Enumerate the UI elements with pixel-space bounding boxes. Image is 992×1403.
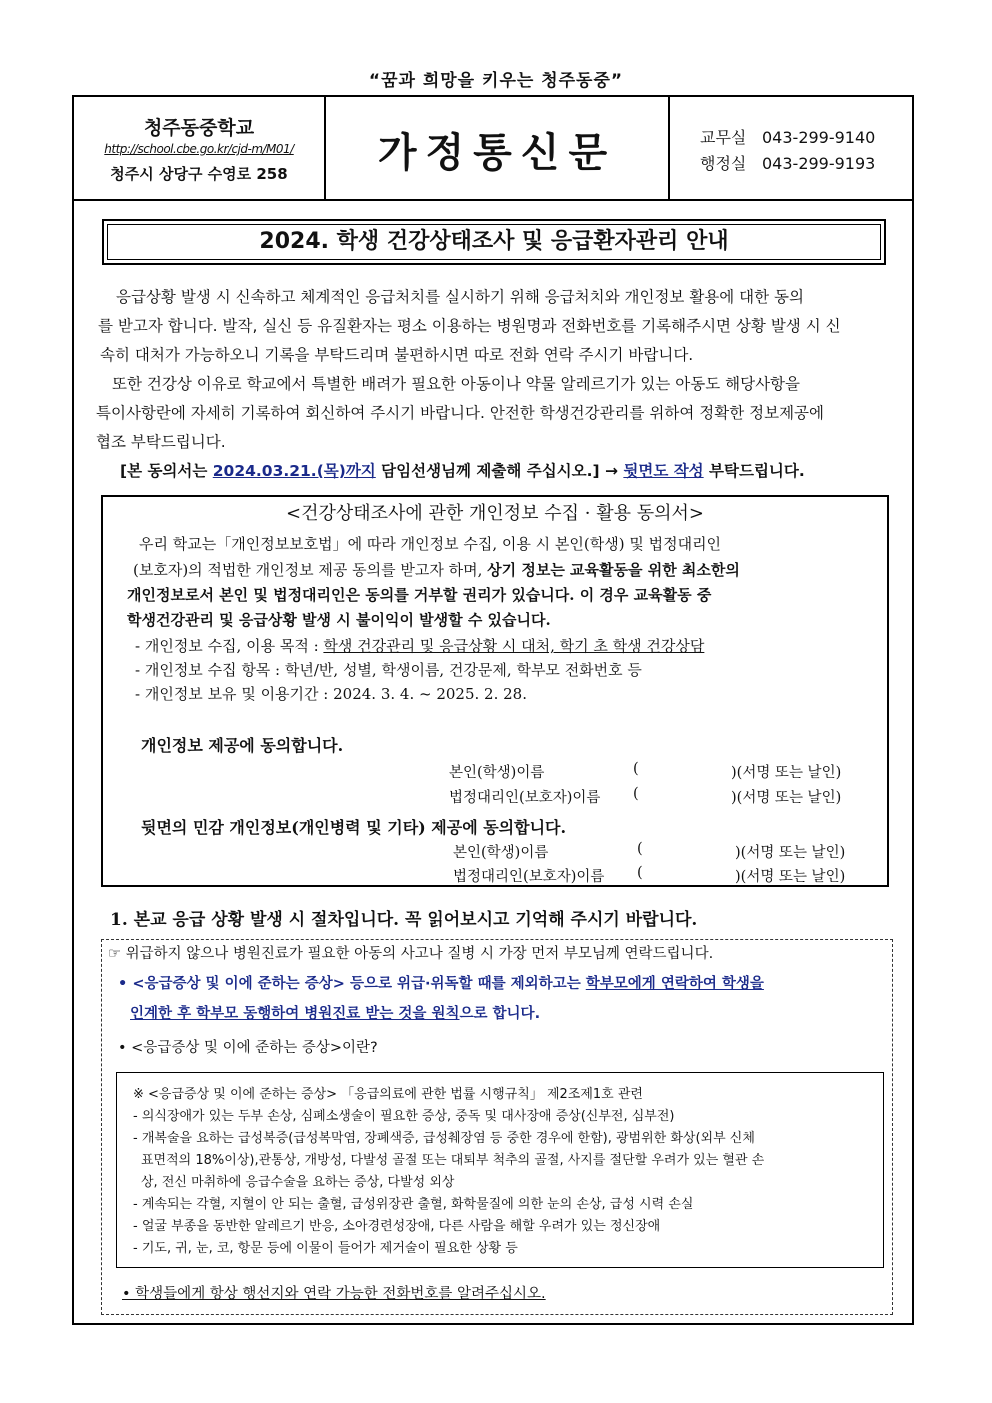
consent-line2-a: (보호자)의 적법한 개인정보 제공 동의를 받고자 하며, (133, 561, 488, 579)
sig-open-4[interactable]: ( (637, 865, 643, 881)
deadline-text-c: 부탁드립니다. (703, 462, 805, 480)
agree-personal-info: 개인정보 제공에 동의합니다. (141, 736, 344, 755)
school-url-link[interactable]: http://school.cbe.go.kr/cjd-m/M01/ (104, 142, 294, 156)
intro-p2-line2: 특이사항란에 자세히 기록하여 회신하여 주시기 바랍니다. 안전한 학생건강관리를 위하여 정확한 정보제공에 (96, 404, 824, 422)
sig-student-label-1: 본인(학생)이름 (449, 765, 545, 781)
bullet1-part-d: 으로 합니다. (459, 1006, 541, 1022)
emergency-procedure-box (101, 939, 893, 1315)
sig-close-3: )(서명 또는 날인) (735, 845, 846, 861)
symptoms-line8: - 기도, 귀, 눈, 코, 항문 등에 이물이 들어가 제거술이 필요한 상황 등 (133, 1241, 518, 1256)
notice-title: 2024. 학생 건강상태조사 및 응급환자관리 안내 (107, 224, 881, 260)
sig-open-2[interactable]: ( (633, 786, 639, 802)
notice-title-box (102, 219, 886, 265)
sig-close-2: )(서명 또는 날인) (731, 790, 842, 806)
bullet1-part-b: 학부모에게 연락하여 학생을 (585, 976, 764, 992)
symptoms-line5: 상, 전신 마취하에 응급수술을 요하는 증상, 다발성 외상 (141, 1175, 455, 1190)
procedure-bullet3: • 학생들에게 항상 행선지와 연락 가능한 전화번호를 알려주십시오. (122, 1286, 546, 1302)
intro-p2-line1: 또한 건강상 이유로 학교에서 특별한 배려가 필요한 아동이나 약물 알레르기가 있는 아동도 해당사항을 (112, 375, 800, 393)
school-info (74, 97, 326, 199)
sig-student-label-2: 본인(학생)이름 (453, 845, 549, 861)
office1-contact (700, 125, 875, 148)
bullet1-part-c: 인계한 후 학부모 동행하여 병원진료 받는 것을 원칙 (130, 1006, 460, 1022)
symptoms-line4: 표면적의 18%이상),관통상, 개방성, 다발성 골절 또는 대퇴부 척추의 골절, 사지를 절단할 우려가 있는 혈관 손 (141, 1153, 765, 1168)
header (74, 97, 912, 201)
consent-title: <건강상태조사에 관한 개인정보 수집 · 활용 동의서> (286, 503, 704, 524)
procedure-bullet1-line2 (130, 1002, 540, 1023)
symptoms-line6: - 계속되는 각혈, 지혈이 안 되는 출혈, 급성위장관 출혈, 화학물질에 의한 눈의 손상, 급성 시력 손실 (133, 1197, 694, 1212)
doc-title: 가정통신문 (377, 129, 617, 176)
symptoms-line3: - 개복술을 요하는 급성복증(급성복막염, 장폐색증, 급성췌장염 등 중한 경우에 한함), 광범위한 화상(외부 신체 (133, 1131, 755, 1146)
symptoms-line7: - 얼굴 부종을 동반한 알레르기 반응, 소아경련성장애, 다른 사람을 해할 우려가 있는 정신장애 (133, 1219, 661, 1234)
consent-items: - 개인정보 수집 항목 : 학년/반, 성별, 학생이름, 건강문제, 학부모 전화번호 등 (135, 661, 642, 679)
sig-open-3[interactable]: ( (637, 841, 643, 857)
intro-p2-line3: 협조 부탁드립니다. (96, 433, 226, 451)
procedure-note: ☞ 위급하지 않으나 병원진료가 필요한 아동의 사고나 질병 시 가장 먼저 부모님께 연락드립니다. (108, 946, 714, 962)
newsletter-frame (72, 95, 914, 1325)
procedure-bullet1-line1 (118, 972, 764, 993)
office2-label: 행정실 (700, 154, 747, 173)
consent-form (101, 495, 889, 887)
school-address: 청주시 상당구 수영로 258 (110, 165, 288, 183)
consent-period: - 개인정보 보유 및 이용기간 : 2024. 3. 4. ~ 2025. 2. 28. (135, 685, 527, 703)
procedure-bullet2: • <응급증상 및 이에 준하는 증상>이란? (118, 1040, 378, 1056)
symptoms-line2: - 의식장애가 있는 두부 손상, 심폐소생술이 필요한 증상, 중독 및 대사장애 증상(신부전, 심부전) (133, 1109, 675, 1124)
purpose-value: 학생 건강관리 및 응급상황 시 대처, 학기 초 학생 건강상담 (323, 637, 705, 655)
deadline-text-a: [본 동의서는 (120, 462, 213, 480)
consent-line3: 개인정보로서 본인 및 법정대리인은 동의를 거부할 권리가 있습니다. 이 경우 교육활동 중 (127, 586, 712, 604)
sig-close-1: )(서명 또는 날인) (731, 765, 842, 781)
office2-phone: 043-299-9193 (762, 154, 876, 173)
bullet1-part-a: • <응급증상 및 이에 준하는 증상> 등으로 위급·위독할 때를 제외하고는 (118, 976, 586, 992)
sig-close-4: )(서명 또는 날인) (735, 869, 846, 885)
consent-purpose (135, 635, 704, 656)
purpose-label: - 개인정보 수집, 이용 목적 : (135, 637, 324, 655)
intro-p1-line1: 응급상황 발생 시 신속하고 체계적인 응급처치를 실시하기 위해 응급처치와 개인정보 활용에 대한 동의 (116, 288, 804, 306)
deadline-date: 2024.03.21.(목)까지 (212, 462, 376, 480)
deadline-notice (96, 457, 920, 486)
symptoms-line1: ※ <응급증상 및 이에 준하는 증상> 「응급의료에 관한 법률 시행규칙」 제2조제1호 관련 (133, 1087, 643, 1102)
consent-line2 (133, 559, 740, 580)
office1-label: 교무실 (700, 128, 747, 147)
school-name: 청주동중학교 (143, 117, 255, 139)
emergency-symptoms-box (116, 1072, 884, 1268)
agree-sensitive-info: 뒷면의 민감 개인정보(개인병력 및 기타) 제공에 동의합니다. (141, 818, 567, 837)
office2-contact (700, 151, 875, 174)
doc-title-cell (326, 97, 670, 199)
office1-phone: 043-299-9140 (762, 128, 876, 147)
school-motto: “꿈과 희망을 키우는 청주동중” (368, 71, 624, 91)
consent-line4: 학생건강관리 및 응급상황 발생 시 불이익이 발생할 수 있습니다. (127, 611, 551, 629)
deadline-text-b: 담임선생님께 제출해 주십시오.] → (375, 462, 624, 480)
intro-p1-line2: 를 받고자 합니다. 발작, 실신 등 유질환자는 평소 이용하는 병원명과 전화번호를 기록해주시면 상황 발생 시 신 (98, 317, 841, 335)
consent-line2-b: 상기 정보는 교육활동을 위한 최소한의 (487, 561, 740, 579)
consent-line1: 우리 학교는「개인정보보호법」에 따라 개인정보 수집, 이용 시 본인(학생) 및 법정대리인 (139, 535, 722, 553)
sig-guardian-label-2: 법정대리인(보호자)이름 (453, 869, 605, 885)
sig-guardian-label-1: 법정대리인(보호자)이름 (449, 790, 601, 806)
intro-p1-line3: 속히 대처가 가능하오니 기록을 부탁드리며 불편하시면 따로 전화 연락 주시기 바랍니다. (100, 346, 694, 364)
contact-info (670, 97, 914, 199)
section1-heading: 1. 본교 응급 상황 발생 시 절차입니다. 꼭 읽어보시고 기억해 주시기 바랍니다. (110, 910, 698, 930)
deadline-back-side: 뒷면도 작성 (623, 462, 704, 480)
sig-open-1[interactable]: ( (633, 761, 639, 777)
